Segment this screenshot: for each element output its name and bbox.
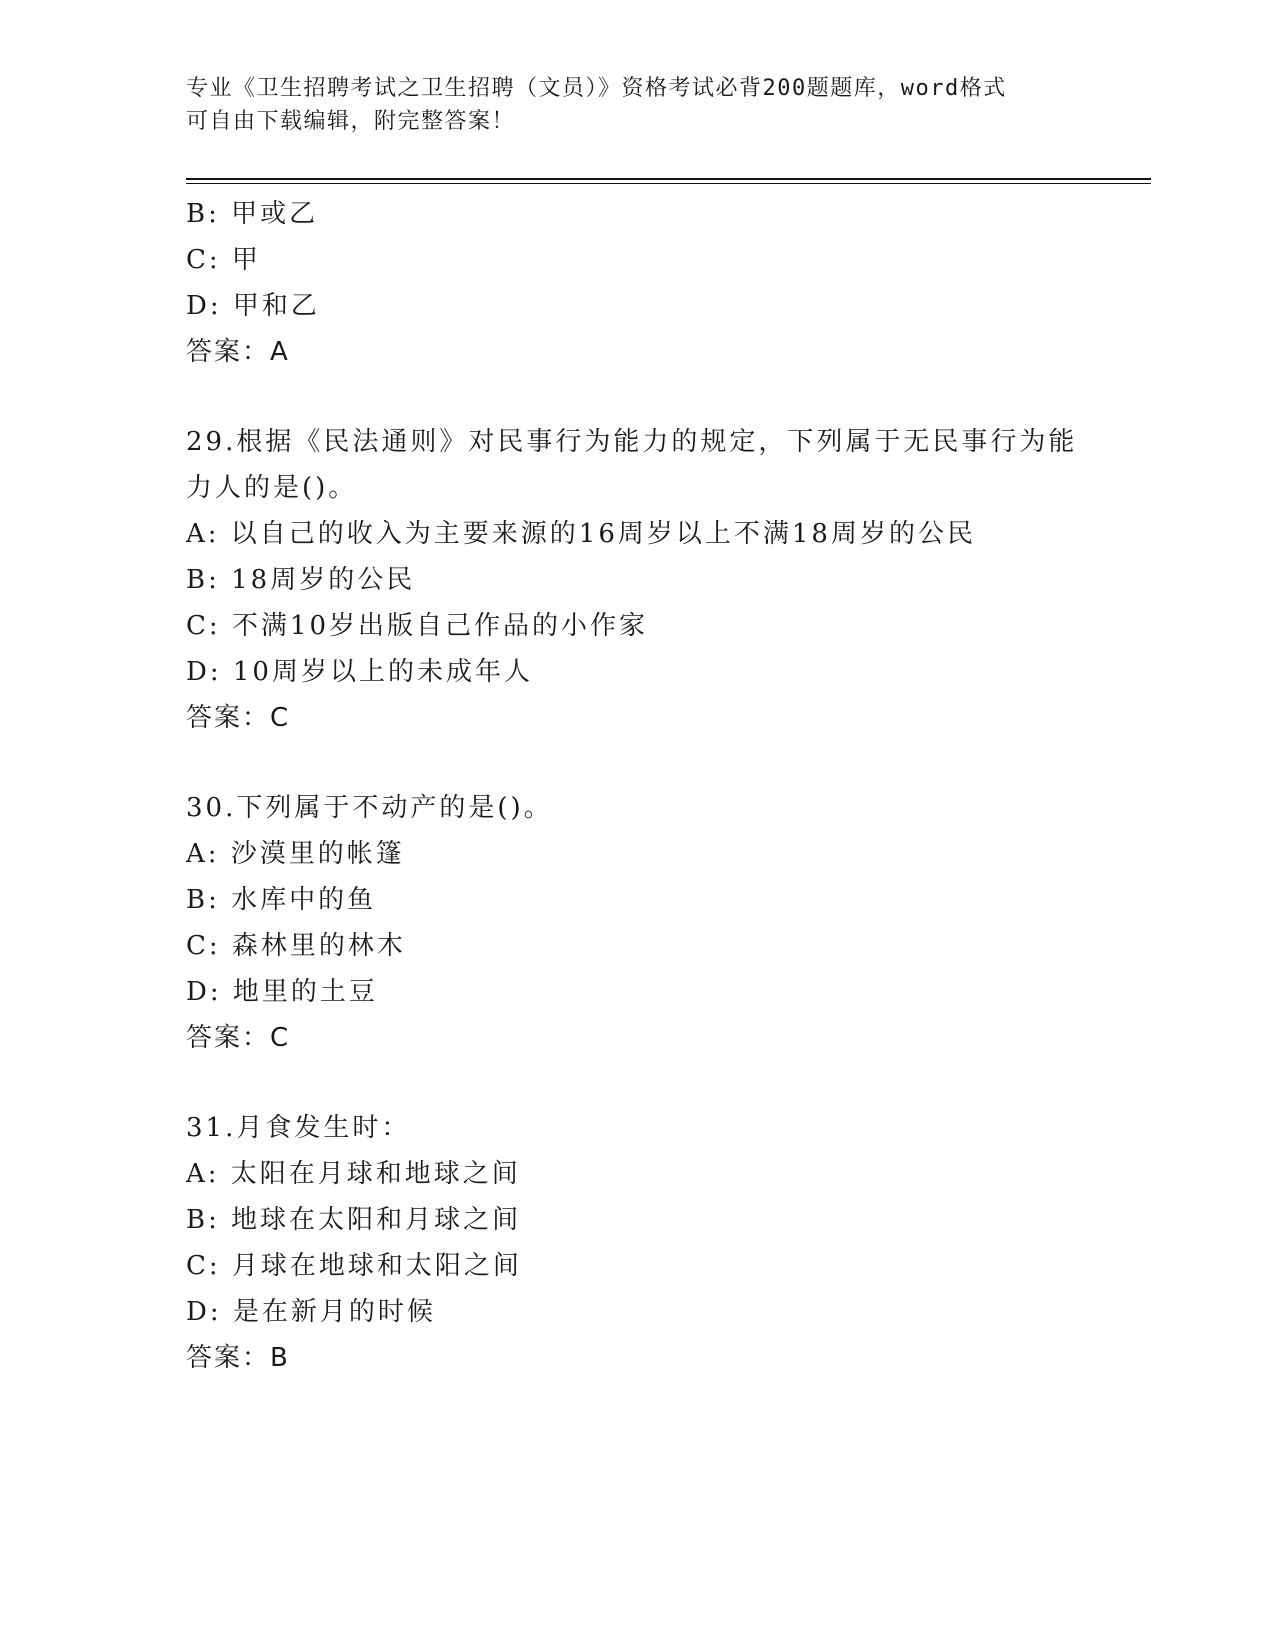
answer-text: 答案：C bbox=[186, 703, 291, 733]
question-28-tail bbox=[186, 191, 1086, 375]
option-b: B: 18周岁的公民 bbox=[186, 565, 416, 595]
option-c: C: 月球在地球和太阳之间 bbox=[186, 1251, 522, 1281]
question-text-line-1: 29.根据《民法通则》对民事行为能力的规定，下列属于无民事行为能 bbox=[186, 427, 1078, 457]
option-c: C: 甲 bbox=[186, 245, 261, 275]
answer-text: 答案：B bbox=[186, 1343, 290, 1373]
option-b: B: 地球在太阳和月球之间 bbox=[186, 1205, 522, 1235]
option-c: C: 不满10岁出版自己作品的小作家 bbox=[186, 611, 649, 641]
question-31 bbox=[186, 1105, 1086, 1381]
header-divider-thick bbox=[186, 178, 1151, 180]
spacer bbox=[186, 375, 1086, 419]
header-title-line-2: 可自由下载编辑，附完整答案！ bbox=[186, 109, 516, 134]
header-divider-thin bbox=[186, 183, 1151, 184]
question-30 bbox=[186, 785, 1086, 1061]
header-title-line-1: 专业《卫生招聘考试之卫生招聘（文员）》资格考试必背200题题库，word格式 bbox=[186, 76, 1007, 101]
option-a: A: 沙漠里的帐篷 bbox=[186, 839, 405, 869]
option-a: A: 太阳在月球和地球之间 bbox=[186, 1159, 521, 1189]
option-c: C: 森林里的林木 bbox=[186, 931, 406, 961]
question-text: 31.月食发生时： bbox=[186, 1113, 411, 1143]
question-text: 30.下列属于不动产的是()。 bbox=[186, 793, 553, 823]
question-text-line-2: 力人的是()。 bbox=[186, 473, 358, 503]
option-d: D: 甲和乙 bbox=[186, 291, 320, 321]
answer-text: 答案：C bbox=[186, 1023, 291, 1053]
question-list bbox=[186, 191, 1086, 1381]
answer-text: 答案：A bbox=[186, 337, 290, 367]
option-b: B: 甲或乙 bbox=[186, 199, 319, 229]
question-29 bbox=[186, 419, 1086, 741]
spacer bbox=[186, 741, 1086, 785]
document-header bbox=[186, 72, 1086, 138]
option-d: D: 是在新月的时候 bbox=[186, 1297, 436, 1327]
option-a: A: 以自己的收入为主要来源的16周岁以上不满18周岁的公民 bbox=[186, 519, 976, 549]
option-d: D: 10周岁以上的未成年人 bbox=[186, 657, 533, 687]
option-d: D: 地里的土豆 bbox=[186, 977, 378, 1007]
spacer bbox=[186, 1061, 1086, 1105]
option-b: B: 水库中的鱼 bbox=[186, 885, 377, 915]
